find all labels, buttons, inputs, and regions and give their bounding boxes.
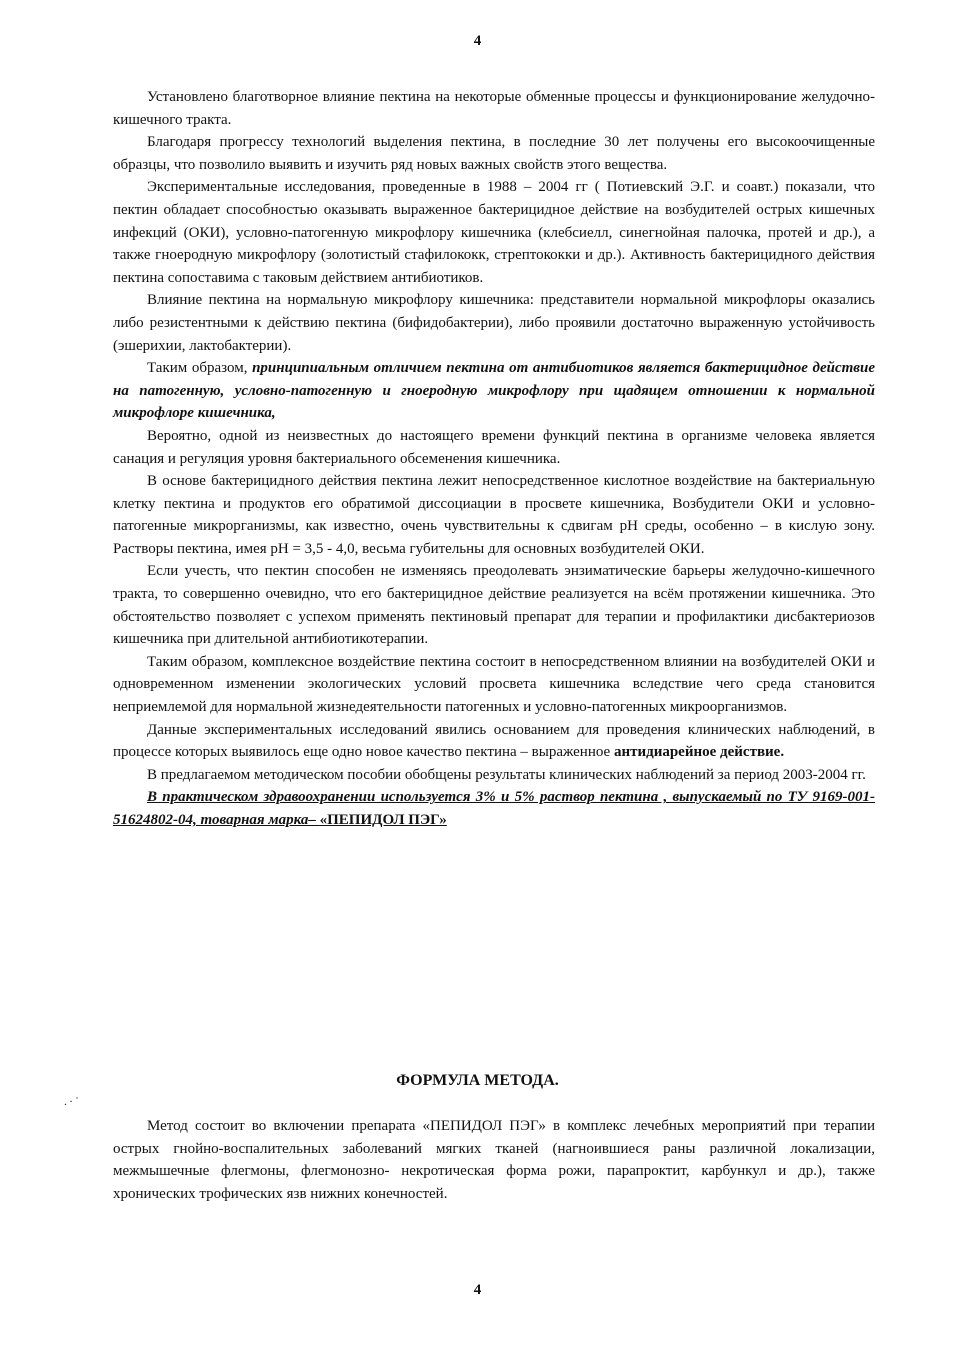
paragraph-practice — [113, 786, 875, 831]
paragraph-3: Экспериментальные исследования, проведенные в 1988 – 2004 гг ( Потиевский Э.Г. и соавт.) показали, что пектин обладает способностью оказывать выраженное бактерицидное действие на возбудителей острых кишечных инфекций (ОКИ), условно-патогенную микрофлору кишечника (клебсиелл, синегнойная палочка, протей и др.), а также гноеродную микрофлору (золотистый стафилококк, стрептококки и др.). Активность бактерицидного действия пектина сопоставима с таковым действием антибиотиков. — [113, 179, 875, 286]
paragraph-2: Благодаря прогрессу технологий выделения пектина, в последние 30 лет получены его высокоочищенные образцы, что позволило выявить и изучить ряд новых важных свойств этого вещества. — [113, 134, 875, 173]
paragraph-4: Влияние пектина на нормальную микрофлору кишечника: представители нормальной микрофлоры оказались либо резистентными к действию пектина (бифидобактерии), либо проявили достаточно выраженную устойчивость (эшерихии, лактобактерии). — [113, 292, 875, 354]
practice-underlined: В практическом здравоохранении используется 3% и 5% раствор пектина , выпускаемый по ТУ 9169-001-51624802-04, товарная марка– — [113, 789, 875, 828]
formula-body — [113, 1115, 875, 1205]
document-body — [113, 86, 875, 832]
paragraph-7: Если учесть, что пектин способен не изменяясь преодолевать энзиматические барьеры желудочно-кишечного тракта, то совершенно очевидно, что его бактерицидное действие реализуется на всём протяжении кишечника. Это обстоятельство позволяет с успехом применять пектиновый препарат для терапии и профилактики дисбактериозов кишечника при длительной антибиотикотерапии. — [113, 563, 875, 648]
scan-specks: .·˙ — [64, 1094, 81, 1108]
paragraph-conclusion — [113, 357, 875, 425]
paragraph-8: Таким образом, комплексное воздействие пектина состоит в непосредственном влиянии на возбудителей ОКИ и одновременном изменении экологических условий просвета кишечника вследствие чего среда становится неприемлемой для нормальной жизнедеятельности патогенных и условно-патогенных микроорганизмов. — [113, 653, 875, 716]
formula-paragraph: Метод состоит во включении препарата «ПЕПИДОЛ ПЭГ» в комплекс лечебных мероприятий при терапии острых гнойно-воспалительных заболеваний мягких тканей (нагноившиеся раны различной локализации, межмышечные флегмоны, флегмонозно- некротическая форма рожи, парапроктит, карбункул и др.), также хронических трофических язв нижних конечностей. — [113, 1118, 875, 1202]
paragraph-1: Установлено благотворное влияние пектина на некоторые обменные процессы и функционирование желудочно-кишечного тракта. — [113, 89, 875, 128]
paragraph-5: Вероятно, одной из неизвестных до настоящего времени функций пектина в организме человека является санация и регуляция уровня бактериального обсеменения кишечника. — [113, 427, 875, 467]
paragraph-6: В основе бактерицидного действия пектина лежит непосредственное кислотное воздействие на бактериальную клетку пектина и продуктов его обратимой диссоциации в просвете кишечника, Возбудители ОКИ и условно-патогенные микрорганизмы, как известно, очень чувствительны к сдвигам pH среды, особенно – в кислую зону. Растворы пектина, имея pH = 3,5 - 4,0, весьма губительны для основных возбудителей ОКИ. — [113, 473, 875, 557]
paragraph-antidiarrhea — [113, 719, 875, 764]
section-heading: ФОРМУЛА МЕТОДА. — [396, 1072, 559, 1089]
paragraph-summary: В предлагаемом методическом пособии обобщены результаты клинических наблюдений за период 2003-2004 гг. — [147, 766, 866, 783]
antidiarrhea-bold: антидиарейное действие. — [613, 744, 785, 761]
antidiarrhea-text: Данные экспериментальных исследований явились основанием для проведения клинических наблюдений, в процессе которых выявилось еще одно новое качество пектина – выраженное — [113, 721, 875, 761]
conclusion-lead: Таким образом, — [147, 360, 253, 377]
page-number-top: 4 — [473, 33, 482, 49]
page-number-bottom: 4 — [473, 1282, 482, 1298]
conclusion-italic: принципиальным отличием пектина от антибиотиков является бактерицидное действие на патогенную, условно-патогенную и гноеродную микрофлору при щадящем отношении к нормальной микрофлоре кишечника, — [113, 360, 875, 422]
brand-name: «ПЕПИДОЛ ПЭГ» — [319, 812, 447, 828]
